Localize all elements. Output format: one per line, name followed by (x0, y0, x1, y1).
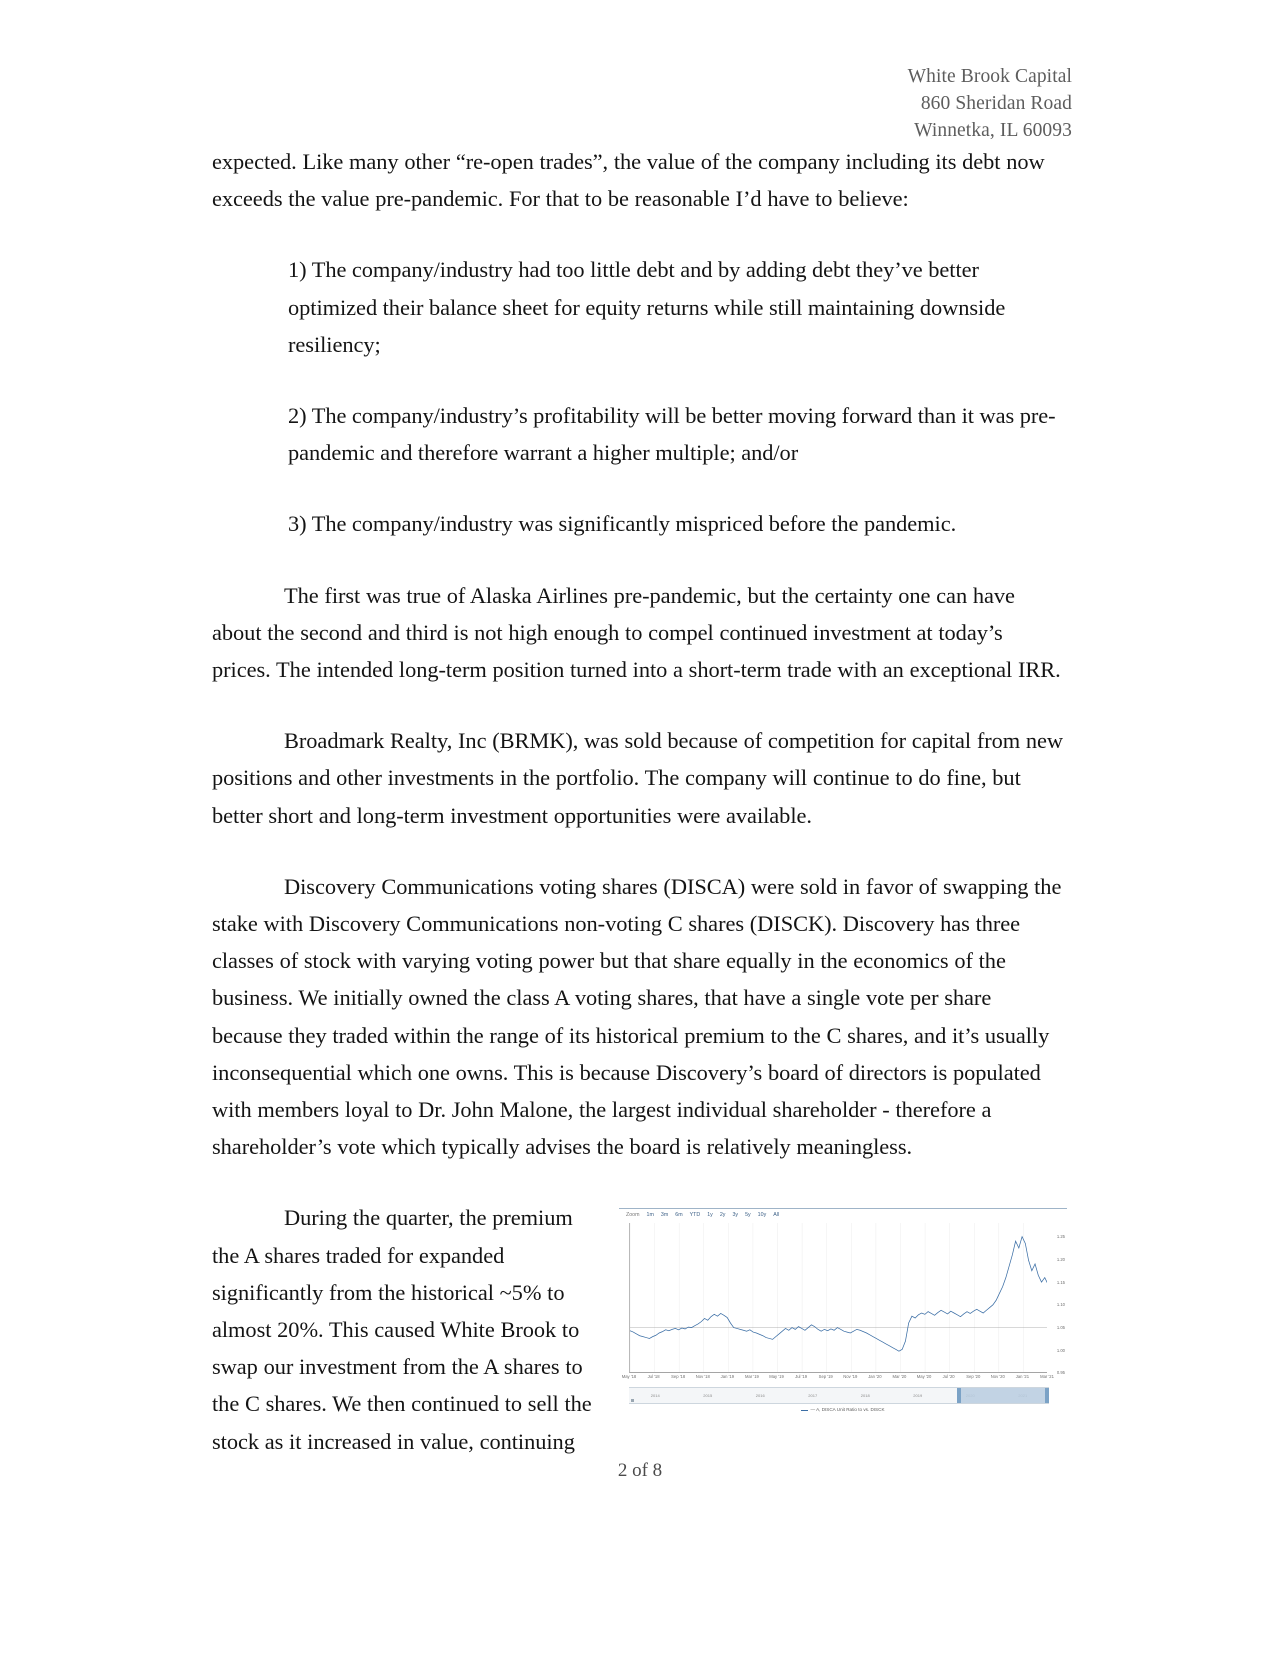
paragraph-with-chart (212, 1199, 1067, 1459)
chart-x-tick: Sep '18 (671, 1374, 686, 1380)
page-number: 2 of 8 (617, 1460, 663, 1481)
spacer (212, 1165, 1067, 1199)
chart-plot-area (629, 1223, 1047, 1373)
chart-series-line (630, 1237, 1047, 1352)
chart-zoom-toolbar (626, 1212, 779, 1218)
paragraph-broadmark: Broadmark Realty, Inc (BRMK), was sold because of competition for capital from new positions and other investments in the portfolio. The company will continue to do fine, but better short and long-term investment opportunities were available. (212, 728, 1064, 828)
chart-y-axis-labels (1043, 1223, 1065, 1376)
chart-y-tick: 1.15 (1056, 1279, 1065, 1285)
spacer (212, 834, 1067, 868)
list-item-3: 3) The company/industry was significantly mispriced before the pandemic. (288, 511, 957, 537)
chart-x-tick: Sep '19 (818, 1374, 833, 1380)
chart-x-tick: May '19 (769, 1374, 784, 1380)
chart-range-1m[interactable]: 1m (646, 1212, 654, 1219)
chart-x-tick: Jul '18 (647, 1374, 660, 1380)
chart-x-tick: Nov '20 (990, 1374, 1005, 1380)
list-item-1: 1) The company/industry had too little debt and by adding debt they’ve better optimized their balance sheet for equity returns while still maintaining downside resiliency; (288, 257, 1006, 357)
chart-range-all[interactable]: All (773, 1212, 780, 1219)
chart-gridlines (630, 1223, 1047, 1373)
chart-legend-caption (619, 1407, 1067, 1412)
range-navigator-handle-left[interactable] (957, 1388, 961, 1403)
range-navigator-tick: 2018 (860, 1393, 870, 1399)
chart-y-tick: 1.20 (1056, 1256, 1065, 1262)
chart-range-1y[interactable]: 1y (707, 1212, 713, 1219)
chart-x-tick: Nov '18 (695, 1374, 710, 1380)
letterhead (908, 64, 1072, 145)
paragraph-quarter: During the quarter, the premium the A shares traded for expanded significantly from the historical ~5% to almost 20%. This caused White Brook to swap our investment from the A shares to the C shares. We then continued to sell the stock as it increased in value, continuing (212, 1205, 592, 1454)
range-navigator-tick: 2019 (913, 1393, 923, 1399)
chart-range-2y[interactable]: 2y (719, 1212, 726, 1219)
range-navigator-selection[interactable] (957, 1388, 1045, 1403)
chart-x-tick: Mar '21 (1040, 1374, 1054, 1380)
chart-caption-text: — A, DISCA Unit Ratio to vs. DISCK (810, 1407, 885, 1413)
chart-range-6m[interactable]: 6m (675, 1212, 683, 1219)
range-navigator-tick: 2014 (650, 1393, 660, 1399)
chart-x-tick: Jan '21 (1015, 1374, 1030, 1380)
range-navigator-handle-right[interactable] (1045, 1388, 1049, 1403)
letterhead-company: White Brook Capital (907, 66, 1072, 87)
spacer (212, 543, 1067, 577)
chart-y-tick: 0.95 (1056, 1370, 1065, 1376)
chart-range-5y[interactable]: 5y (745, 1212, 751, 1219)
document-body (212, 143, 1067, 1460)
chart-x-tick: May '20 (916, 1374, 932, 1380)
chart-range-3m[interactable]: 3m (660, 1212, 669, 1219)
chart-x-tick: Jul '19 (795, 1374, 808, 1380)
letterhead-city-state-zip: Winnetka, IL 60093 (914, 119, 1072, 141)
stock-chart (619, 1208, 1067, 1420)
chart-range-ytd[interactable]: YTD (689, 1212, 701, 1219)
list-item-2: 2) The company/industry’s profitability will be better moving forward than it was pre-pandemic and therefore warrant a higher multiple; and/or (288, 403, 1056, 466)
chart-x-axis-labels (621, 1374, 1054, 1384)
spacer (212, 217, 1067, 251)
paragraph-discovery: Discovery Communications voting shares (DISCA) were sold in favor of swapping the stake with Discovery Communications non-voting C shares (DISCK). Discovery has three classes of stock with varying voting power but that share equally in the economics of the business. We initially owned the class A voting shares, that have a single vote per share because they traded within the range of its historical premium to the C shares, and it’s usually inconsequential which one owns. This is because Discovery’s board of directors is populated with members loyal to Dr. John Malone, the largest individual shareholder - therefore a shareholder’s vote which typically advises the board is relatively meaningless. (212, 873, 1062, 1160)
range-navigator-tick: 2016 (755, 1393, 765, 1399)
chart-line-svg (630, 1223, 1047, 1373)
chart-range-navigator[interactable] (629, 1387, 1049, 1404)
chart-zoom-label: Zoom (626, 1212, 640, 1219)
chart-y-tick: 1.00 (1056, 1347, 1065, 1353)
chart-x-tick: Nov '19 (843, 1374, 858, 1380)
chart-y-tick: 1.25 (1056, 1234, 1065, 1240)
range-navigator-reset-dot[interactable] (631, 1399, 634, 1402)
legend-line-swatch (801, 1410, 808, 1411)
page-footer (0, 1460, 1280, 1482)
spacer (212, 688, 1067, 722)
chart-x-tick: Jul '20 (942, 1374, 955, 1380)
chart-y-tick: 1.10 (1056, 1302, 1065, 1308)
paragraph-alaska: The first was true of Alaska Airlines pre-pandemic, but the certainty one can have about the second and third is not high enough to compel continued investment at today’s prices. The intended long-term position turned into a short-term trade with an exceptional IRR. (212, 582, 1061, 683)
chart-x-tick: Mar '20 (892, 1374, 907, 1380)
chart-y-tick: 1.05 (1056, 1325, 1065, 1330)
range-navigator-tick: 2017 (808, 1393, 818, 1399)
paragraph-intro: expected. Like many other “re-open trades”, the value of the company including its debt now exceeds the value pre-pandemic. For that to be reasonable I’d have to believe: (212, 149, 1045, 212)
letterhead-street: 860 Sheridan Road (920, 92, 1072, 114)
chart-range-10y[interactable]: 10y (757, 1212, 767, 1219)
chart-range-3y[interactable]: 3y (732, 1212, 739, 1219)
spacer (212, 471, 1067, 505)
chart-x-tick: Sep '20 (966, 1374, 981, 1380)
chart-x-tick: May '18 (621, 1374, 637, 1380)
chart-x-tick: Mar '19 (745, 1374, 759, 1380)
stock-chart-figure (619, 1208, 1067, 1420)
chart-x-tick: Jan '19 (720, 1374, 735, 1380)
spacer (212, 363, 1067, 397)
chart-x-tick: Jan '20 (868, 1374, 882, 1380)
range-navigator-tick: 2015 (703, 1393, 713, 1399)
